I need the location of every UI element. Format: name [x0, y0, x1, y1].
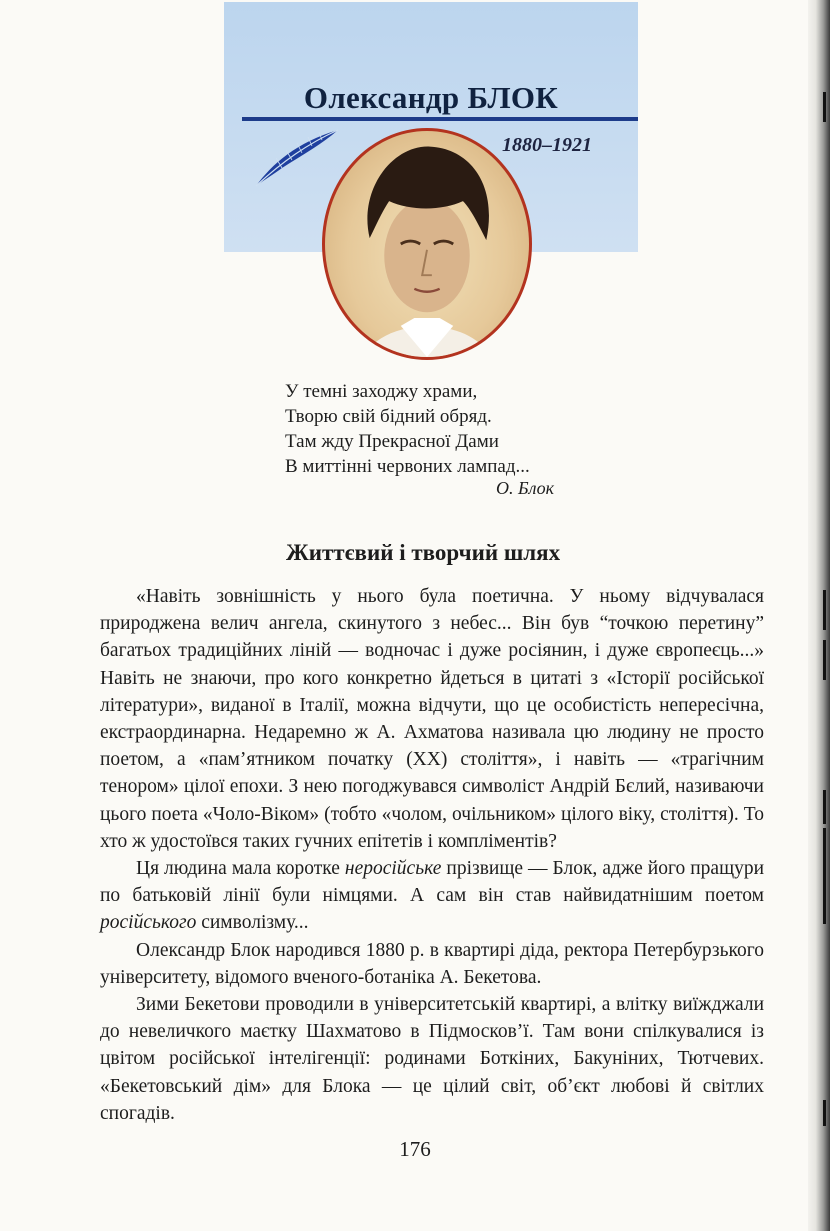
- feather-icon: [252, 124, 342, 190]
- paragraph: «Навіть зовнішність у нього була поетична. У ньому відчувалася природжена велич ангела, скинутого з небес... Він був “точкою перетину” багатьох традиційних ліній — водночас і дуже росіянин, і дуже європеєць...» Навіть не знаючи, про кого конкретно йдеться в цитаті з «Історії російської літератури», виданої в Італії, можна відчути, що це особистість непересічна, екстраординарна. Недаремно ж А. Ахматова називала цю людину не просто поетом, а «пам’ятником початку (XX) століття», і навіть — «трагічним тенором» цілої епохи. З нею погоджувався символіст Андрій Бєлий, називаючи цього поета «Чоло-Віком» (тобто «чолом, очільником» цілого віку, століття). То хто ж удостоївся таких гучних епітетів і компліментів?: [100, 586, 764, 852]
- edge-mark: [823, 92, 826, 122]
- page-edge-shadow: [808, 0, 830, 1231]
- paragraph: Олександр Блок народився 1880 р. в квартирі діда, ректора Петербурзького університету, відомого вченого-ботаніка А. Бекетова.: [100, 939, 764, 988]
- epigraph-line: У темні заходжу храми,: [285, 381, 478, 402]
- title-underline: [242, 117, 638, 121]
- section-title: Життєвий і творчий шлях: [286, 540, 561, 565]
- emphasis: неросійське: [344, 858, 442, 880]
- body-text: [100, 583, 764, 1127]
- epigraph-author: О. Блок: [496, 478, 555, 498]
- edge-mark: [823, 828, 826, 924]
- edge-mark: [823, 590, 826, 630]
- text-run: прізвище — Блок, адже його пращури по батьковій лінії були німцями. А сам він став найвидатнішим поетом: [100, 858, 765, 907]
- text-run: Ця людина мала коротке: [136, 858, 340, 880]
- epigraph-poem: [285, 379, 530, 479]
- edge-mark: [823, 790, 826, 824]
- page-number: 176: [399, 1137, 431, 1161]
- epigraph-line: Творю свій бідний обряд.: [285, 406, 492, 427]
- epigraph-line: В миттінні червоних лампад...: [285, 456, 530, 477]
- epigraph-line: Там жду Прекрасної Дами: [285, 431, 499, 452]
- author-name: Олександр БЛОК: [303, 80, 559, 115]
- author-portrait: [322, 128, 532, 360]
- emphasis: російського: [100, 912, 197, 934]
- edge-mark: [823, 640, 826, 680]
- paragraph: [100, 855, 764, 937]
- paragraph: Зими Бекетови проводили в університетській квартирі, а влітку виїжджали до невеличкого маєтку Шахматово в Підмосков’ї. Там вони спілкувалися із цвітом російської інтелігенції: родинами Боткіних, Бакуніних, Тютчевих. «Бекетовський дім» для Блока — це цілий світ, об’єкт любові й світлих спогадів.: [100, 994, 764, 1124]
- life-years: 1880–1921: [502, 134, 592, 156]
- text-run: символізму...: [201, 912, 309, 934]
- edge-mark: [823, 1100, 826, 1126]
